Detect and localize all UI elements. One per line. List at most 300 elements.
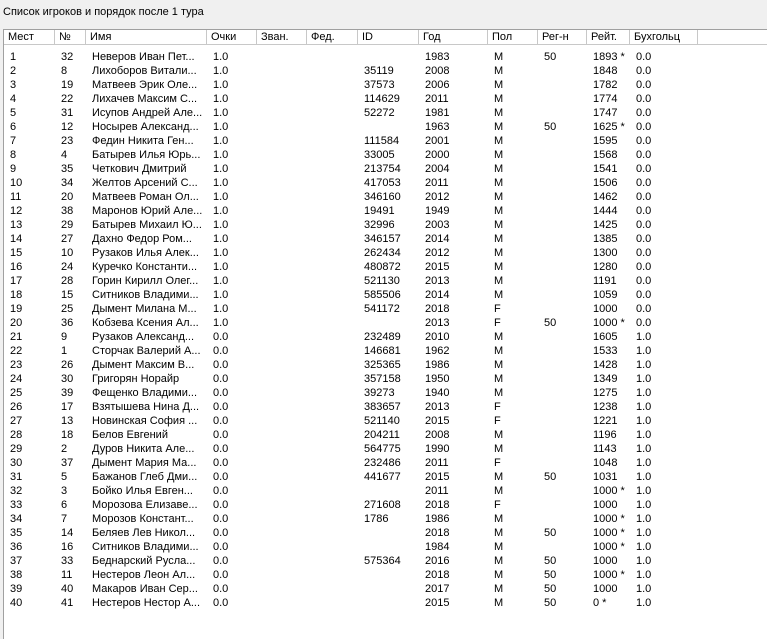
table-row[interactable] [4, 414, 767, 428]
col-name: Нестеров Леон Ал... [92, 569, 196, 581]
col-sex: M [494, 373, 504, 385]
col-name: Морозова Елизаве... [92, 499, 198, 511]
col-number: 18 [61, 429, 74, 441]
col-id: 39273 [364, 387, 395, 399]
col-name: Дуров Никита Але... [92, 443, 195, 455]
table-row[interactable] [4, 316, 767, 330]
col-region [538, 218, 587, 232]
col-rating: 1462 [593, 191, 618, 203]
table-row[interactable] [4, 246, 767, 260]
col-place: 32 [10, 485, 23, 497]
table-row[interactable] [4, 358, 767, 372]
col-number: 30 [61, 373, 74, 385]
table-row[interactable] [4, 498, 767, 512]
col-year: 2003 [425, 219, 450, 231]
col-place: 28 [10, 429, 23, 441]
col-number: 40 [61, 583, 74, 595]
table-row[interactable] [4, 554, 767, 568]
col-buchholz: 0.0 [636, 289, 652, 301]
col-federation [307, 274, 358, 288]
col-points: 1.0 [213, 135, 229, 147]
column-header-federation[interactable]: Фед. [307, 30, 358, 45]
col-year: 2011 [425, 485, 449, 497]
table-row[interactable] [4, 400, 767, 414]
col-sex: M [494, 597, 504, 609]
col-region [538, 484, 587, 498]
col-rating: 1000 * [593, 317, 625, 329]
col-federation [307, 218, 358, 232]
col-place: 38 [10, 569, 23, 581]
col-id: 32996 [364, 219, 395, 231]
col-region [538, 106, 587, 120]
col-rating: 1191 [593, 275, 617, 287]
col-federation [307, 330, 358, 344]
col-buchholz: 1.0 [636, 541, 652, 553]
col-year: 1949 [425, 205, 450, 217]
col-number: 35 [61, 163, 74, 175]
col-points: 0.0 [213, 359, 229, 371]
col-buchholz: 0.0 [636, 121, 652, 133]
col-id: 346157 [364, 233, 401, 245]
table-row[interactable] [4, 302, 767, 316]
col-name: Неверов Иван Пет... [92, 51, 195, 63]
col-name: Дымент Мария Ма... [92, 457, 197, 469]
col-year: 1962 [425, 345, 450, 357]
col-sex: M [494, 541, 504, 553]
col-sex: M [494, 247, 504, 259]
table-row[interactable] [4, 596, 767, 610]
table-row[interactable] [4, 260, 767, 274]
col-title [257, 106, 307, 120]
col-name: Матвеев Эрик Оле... [92, 79, 198, 91]
col-sex: M [494, 569, 504, 581]
col-number: 34 [61, 177, 74, 189]
col-name: Белов Евгений [92, 429, 168, 441]
table-row[interactable] [4, 92, 767, 106]
table-row[interactable] [4, 134, 767, 148]
col-year: 2015 [425, 597, 450, 609]
col-year: 2014 [425, 289, 450, 301]
col-place: 19 [10, 303, 23, 315]
col-place: 12 [10, 205, 23, 217]
col-buchholz: 1.0 [636, 597, 652, 609]
col-federation [307, 64, 358, 78]
col-id: 575364 [364, 555, 401, 567]
col-year: 1984 [425, 541, 450, 553]
col-id: 19491 [364, 205, 395, 217]
col-region [538, 190, 587, 204]
col-name: Беляев Лев Никол... [92, 527, 196, 539]
col-title [257, 232, 307, 246]
col-id: 232486 [364, 457, 401, 469]
col-sex: M [494, 51, 504, 63]
col-points: 0.0 [213, 345, 229, 357]
col-number: 41 [61, 597, 74, 609]
col-buchholz: 1.0 [636, 373, 652, 385]
col-id [358, 568, 419, 582]
table-row[interactable] [4, 568, 767, 582]
table-row[interactable] [4, 344, 767, 358]
column-header-place[interactable]: Мест [4, 30, 55, 45]
col-federation [307, 568, 358, 582]
col-id: 346160 [364, 191, 401, 203]
col-region [538, 260, 587, 274]
col-title [257, 456, 307, 470]
col-title [257, 414, 307, 428]
table-row[interactable] [4, 540, 767, 554]
col-sex: F [494, 415, 501, 427]
table-row[interactable] [4, 428, 767, 442]
col-id: 357158 [364, 373, 401, 385]
col-title [257, 274, 307, 288]
col-id: 1786 [364, 513, 389, 525]
col-buchholz: 0.0 [636, 303, 652, 315]
table-row[interactable] [4, 232, 767, 246]
col-points: 0.0 [213, 513, 229, 525]
col-number: 11 [61, 569, 73, 581]
col-federation [307, 400, 358, 414]
col-year: 2018 [425, 569, 450, 581]
col-name: Макаров Иван Сер... [92, 583, 198, 595]
col-region: 50 [544, 51, 557, 63]
col-name: Морозов Констант... [92, 513, 194, 525]
col-year: 1986 [425, 359, 450, 371]
col-title [257, 64, 307, 78]
col-sex: M [494, 163, 504, 175]
col-sex: M [494, 149, 504, 161]
table-row[interactable] [4, 120, 767, 134]
col-region [538, 134, 587, 148]
col-place: 31 [10, 471, 23, 483]
table-row[interactable] [4, 204, 767, 218]
col-rating: 1625 * [593, 121, 625, 133]
col-year: 1981 [425, 107, 450, 119]
col-name: Бойко Илья Евген... [92, 485, 193, 497]
table-row[interactable] [4, 484, 767, 498]
table-row[interactable] [4, 582, 767, 596]
column-header-id[interactable]: ID [358, 30, 419, 45]
col-buchholz: 0.0 [636, 275, 652, 287]
col-title [257, 120, 307, 134]
col-rating: 1428 [593, 359, 618, 371]
col-region [538, 274, 587, 288]
col-rating: 1568 [593, 149, 618, 161]
col-points: 0.0 [213, 499, 229, 511]
table-row[interactable] [4, 64, 767, 78]
col-sex: M [494, 359, 504, 371]
col-points: 1.0 [213, 317, 229, 329]
col-federation [307, 134, 358, 148]
col-year: 2016 [425, 555, 450, 567]
table-row[interactable] [4, 218, 767, 232]
col-rating: 1059 [593, 289, 618, 301]
col-number: 2 [61, 443, 68, 455]
col-place: 18 [10, 289, 23, 301]
col-sex: M [494, 177, 504, 189]
col-buchholz: 0.0 [636, 219, 652, 231]
col-sex: M [494, 261, 504, 273]
col-buchholz: 1.0 [636, 387, 652, 399]
col-points: 0.0 [213, 401, 229, 413]
col-name: Нестеров Нестор А... [92, 597, 201, 609]
table-row[interactable] [4, 386, 767, 400]
col-title [257, 358, 307, 372]
col-id [358, 540, 419, 554]
col-place: 22 [10, 345, 23, 357]
col-buchholz: 0.0 [636, 261, 652, 273]
table-row[interactable] [4, 148, 767, 162]
col-sex: M [494, 191, 504, 203]
col-rating: 1349 [593, 373, 618, 385]
col-name: Носырев Александ... [92, 121, 199, 133]
col-buchholz: 1.0 [636, 429, 652, 441]
col-rating: 1533 [593, 345, 618, 357]
col-id: 262434 [364, 247, 401, 259]
col-federation [307, 484, 358, 498]
column-header-sex[interactable]: Пол [488, 30, 538, 45]
col-year: 1990 [425, 443, 450, 455]
col-number: 19 [61, 79, 74, 91]
col-place: 27 [10, 415, 23, 427]
col-buchholz: 1.0 [636, 583, 652, 595]
col-place: 9 [10, 163, 17, 175]
col-region: 50 [544, 583, 557, 595]
col-points: 0.0 [213, 429, 229, 441]
col-title [257, 484, 307, 498]
col-region [538, 358, 587, 372]
table-row[interactable] [4, 288, 767, 302]
col-title [257, 372, 307, 386]
col-points: 1.0 [213, 205, 229, 217]
col-federation [307, 316, 358, 330]
col-federation [307, 260, 358, 274]
col-number: 29 [61, 219, 74, 231]
col-rating: 1425 [593, 219, 618, 231]
col-rating: 1000 * [593, 527, 625, 539]
col-region [538, 400, 587, 414]
col-sex: F [494, 317, 501, 329]
col-title [257, 50, 307, 64]
col-region [538, 498, 587, 512]
col-place: 20 [10, 317, 23, 329]
table-row[interactable] [4, 50, 767, 64]
column-header-name[interactable]: Имя [86, 30, 207, 45]
col-id: 383657 [364, 401, 401, 413]
col-sex: M [494, 583, 504, 595]
column-header-year[interactable]: Год [419, 30, 488, 45]
col-name: Ситников Владими... [92, 541, 199, 553]
col-name: Взятышева Нина Д... [92, 401, 200, 413]
players-list[interactable] [3, 29, 767, 639]
col-number: 33 [61, 555, 74, 567]
table-row[interactable] [4, 78, 767, 92]
table-row[interactable] [4, 176, 767, 190]
col-sex: M [494, 275, 504, 287]
col-number: 27 [61, 233, 74, 245]
col-region: 50 [544, 471, 557, 483]
table-row[interactable] [4, 456, 767, 470]
col-buchholz: 0.0 [636, 233, 652, 245]
col-federation [307, 50, 358, 64]
col-place: 10 [10, 177, 23, 189]
col-name: Федин Никита Ген... [92, 135, 194, 147]
col-points: 1.0 [213, 107, 229, 119]
col-id [358, 582, 419, 596]
col-points: 0.0 [213, 471, 229, 483]
col-buchholz: 0.0 [636, 247, 652, 259]
table-row[interactable] [4, 470, 767, 484]
col-place: 1 [10, 51, 17, 63]
col-region [538, 414, 587, 428]
col-title [257, 596, 307, 610]
col-federation [307, 190, 358, 204]
col-year: 2018 [425, 499, 450, 511]
col-federation [307, 246, 358, 260]
col-number: 15 [61, 289, 74, 301]
col-points: 0.0 [213, 387, 229, 399]
col-number: 7 [61, 513, 68, 525]
col-name: Лихачев Максим С... [92, 93, 198, 105]
table-row[interactable] [4, 162, 767, 176]
col-buchholz: 1.0 [636, 401, 652, 413]
col-buchholz: 0.0 [636, 93, 652, 105]
col-id: 232489 [364, 331, 401, 343]
column-header-title[interactable]: Зван. [257, 30, 307, 45]
col-points: 0.0 [213, 597, 229, 609]
col-title [257, 246, 307, 260]
col-number: 5 [61, 471, 68, 483]
col-sex: M [494, 555, 504, 567]
table-row[interactable] [4, 526, 767, 540]
col-title [257, 92, 307, 106]
col-number: 31 [61, 107, 74, 119]
col-buchholz: 0.0 [636, 149, 652, 161]
col-title [257, 148, 307, 162]
col-federation [307, 540, 358, 554]
table-row[interactable] [4, 512, 767, 526]
col-id: 564775 [364, 443, 401, 455]
col-rating: 1893 * [593, 51, 625, 63]
col-sex: M [494, 345, 504, 357]
col-federation [307, 498, 358, 512]
col-rating: 1848 [593, 65, 618, 77]
col-place: 40 [10, 597, 23, 609]
col-place: 35 [10, 527, 23, 539]
col-title [257, 176, 307, 190]
col-title [257, 498, 307, 512]
col-place: 5 [10, 107, 17, 119]
col-federation [307, 92, 358, 106]
col-number: 28 [61, 275, 74, 287]
col-name: Куречко Константи... [92, 261, 198, 273]
col-id [358, 484, 419, 498]
col-federation [307, 176, 358, 190]
col-year: 2014 [425, 233, 450, 245]
column-header-number[interactable]: № [55, 30, 86, 45]
col-id: 37573 [364, 79, 395, 91]
col-sex: M [494, 331, 504, 343]
col-buchholz: 0.0 [636, 163, 652, 175]
col-id [358, 316, 419, 330]
col-title [257, 162, 307, 176]
col-place: 14 [10, 233, 23, 245]
col-name: Лихоборов Витали... [92, 65, 197, 77]
col-place: 39 [10, 583, 23, 595]
col-region [538, 64, 587, 78]
column-header-buchholz[interactable]: Бухгольц [630, 30, 698, 45]
col-year: 2015 [425, 415, 450, 427]
col-region: 50 [544, 597, 557, 609]
col-title [257, 302, 307, 316]
col-id: 33005 [364, 149, 395, 161]
col-points: 1.0 [213, 191, 229, 203]
col-rating: 1143 [593, 443, 617, 455]
table-row[interactable] [4, 442, 767, 456]
col-year: 2015 [425, 471, 450, 483]
col-sex: M [494, 513, 504, 525]
col-region [538, 204, 587, 218]
col-rating: 1000 * [593, 485, 625, 497]
col-region [538, 372, 587, 386]
col-name: Новинская София ... [92, 415, 198, 427]
col-points: 0.0 [213, 555, 229, 567]
col-federation [307, 428, 358, 442]
col-rating: 1300 [593, 247, 618, 259]
col-buchholz: 1.0 [636, 513, 652, 525]
col-points: 1.0 [213, 233, 229, 245]
col-number: 16 [61, 541, 74, 553]
col-rating: 1444 [593, 205, 618, 217]
col-points: 0.0 [213, 415, 229, 427]
col-rating: 1774 [593, 93, 618, 105]
col-year: 2015 [425, 261, 450, 273]
col-year: 1950 [425, 373, 450, 385]
col-federation [307, 526, 358, 540]
col-place: 8 [10, 149, 17, 161]
col-buchholz: 1.0 [636, 457, 652, 469]
col-points: 0.0 [213, 457, 229, 469]
col-federation [307, 386, 358, 400]
col-buchholz: 1.0 [636, 415, 652, 427]
col-year: 2008 [425, 429, 450, 441]
col-title [257, 470, 307, 484]
col-sex: M [494, 121, 504, 133]
col-place: 13 [10, 219, 23, 231]
col-name: Четкович Дмитрий [92, 163, 187, 175]
table-row[interactable] [4, 372, 767, 386]
column-header-rating[interactable]: Рейт. [587, 30, 630, 45]
col-number: 3 [61, 485, 68, 497]
col-federation [307, 582, 358, 596]
col-name: Исупов Андрей Але... [92, 107, 203, 119]
table-row[interactable] [4, 106, 767, 120]
col-sex: M [494, 485, 504, 497]
col-region [538, 456, 587, 470]
col-year: 1963 [425, 121, 450, 133]
table-row[interactable] [4, 274, 767, 288]
col-buchholz: 1.0 [636, 471, 652, 483]
col-number: 23 [61, 135, 74, 147]
table-row[interactable] [4, 190, 767, 204]
table-row[interactable] [4, 330, 767, 344]
col-sex: F [494, 457, 501, 469]
col-place: 3 [10, 79, 17, 91]
column-header-region[interactable]: Рег-н [538, 30, 587, 45]
col-federation [307, 512, 358, 526]
col-federation [307, 596, 358, 610]
column-header-points[interactable]: Очки [207, 30, 257, 45]
col-federation [307, 344, 358, 358]
